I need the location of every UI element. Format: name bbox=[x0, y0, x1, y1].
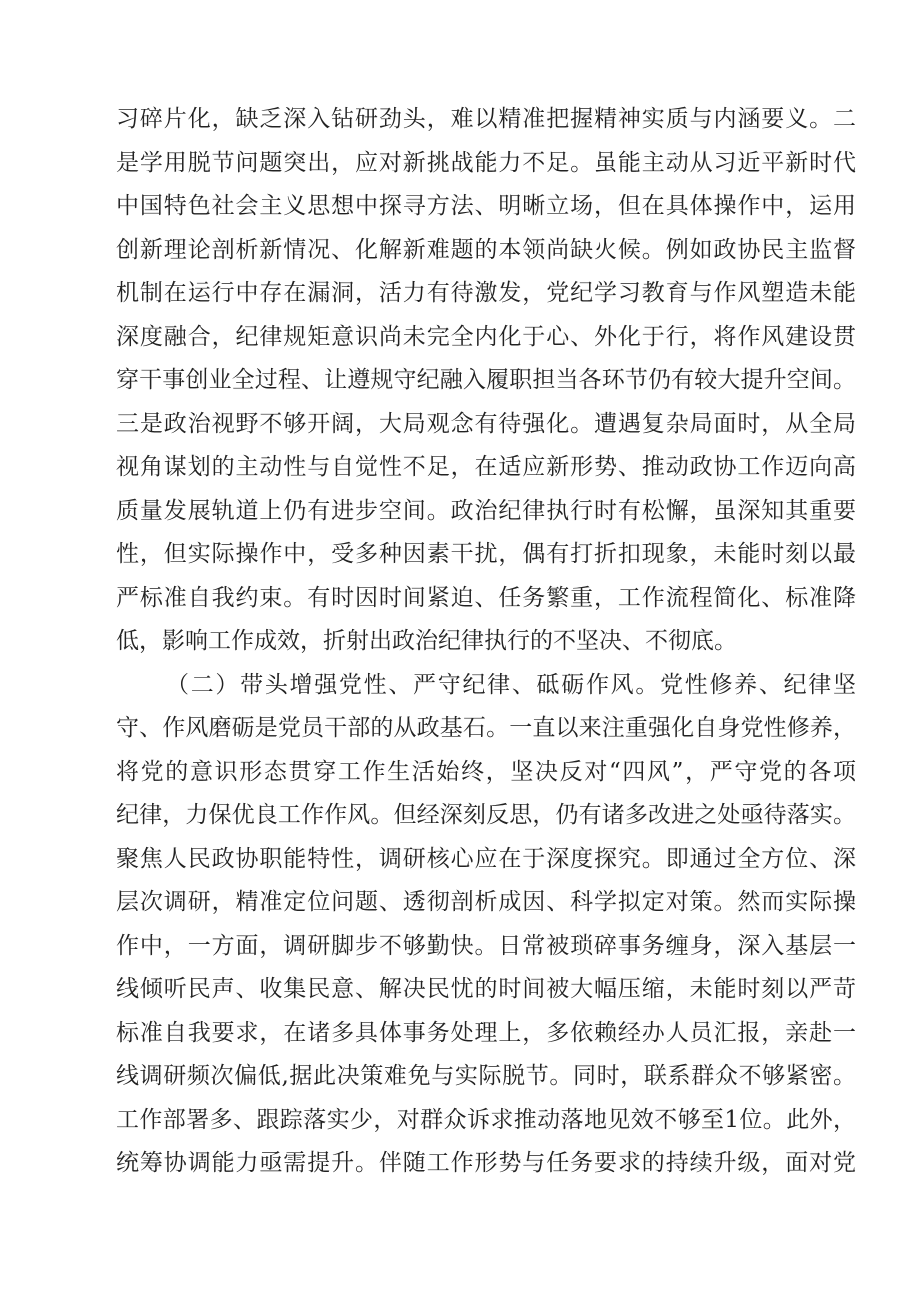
text-line: 将党的意识形态贯穿工作生活始终，坚决反对“四风”，严守党的各项 bbox=[116, 758, 856, 785]
text-line: 创新理论剖析新情况、化解新难题的本领尚缺火候。例如政协民主监督 bbox=[116, 236, 856, 263]
text-line: 工作部署多、跟踪落实少，对群众诉求推动落地见效不够至1位。此外， bbox=[116, 1106, 856, 1133]
text-line: 标准自我要求，在诸多具体事务处理上，多依赖经办人员汇报，亲赴一 bbox=[116, 1019, 856, 1046]
text-line: 质量发展轨道上仍有进步空间。政治纪律执行时有松懈，虽深知其重要 bbox=[116, 497, 856, 524]
text-line: 习碎片化，缺乏深入钻研劲头，难以精准把握精神实质与内涵要义。二 bbox=[116, 106, 856, 132]
text-line: 线倾听民声、收集民意、解决民忧的时间被大幅压缩，未能时刻以严苛 bbox=[116, 976, 856, 1002]
section-heading-line: （二）带头增强党性、严守纪律、砥砺作风。党性修养、纪律坚 bbox=[166, 671, 856, 698]
paragraph-1 bbox=[116, 98, 856, 664]
text-line: 线调研频次偏低,据此决策难免与实际脱节。同时，联系群众不够紧密。 bbox=[116, 1063, 856, 1089]
text-line: 守、作风磨砺是党员干部的从政基石。一直以来注重强化自身党性修养， bbox=[116, 715, 856, 741]
text-line: 性，但实际操作中，受多种因素干扰，偶有打折扣现象，未能时刻以最 bbox=[116, 541, 856, 567]
text-line: 视角谋划的主动性与自觉性不足，在适应新形势、推动政协工作迈向高 bbox=[116, 454, 856, 480]
text-line: 低，影响工作成效，折射出政治纪律执行的不坚决、不彻底。 bbox=[116, 628, 737, 654]
text-line: 纪律，力保优良工作作风。但经深刻反思，仍有诸多改进之处亟待落实。 bbox=[116, 802, 856, 828]
document-body bbox=[116, 98, 856, 1186]
text-line: 严标准自我约束。有时因时间紧迫、任务繁重，工作流程简化、标准降 bbox=[116, 584, 856, 611]
text-line: 三是政治视野不够开阔，大局观念有待强化。遭遇复杂局面时，从全局 bbox=[116, 410, 856, 437]
text-line: 作中，一方面，调研脚步不够勤快。日常被琐碎事务缠身，深入基层一 bbox=[116, 932, 856, 959]
paragraph-2 bbox=[116, 664, 856, 1186]
text-line: 机制在运行中存在漏洞，活力有待激发，党纪学习教育与作风塑造未能 bbox=[116, 280, 856, 306]
text-line: 深度融合，纪律规矩意识尚未完全内化于心、外化于行，将作风建设贯 bbox=[116, 323, 856, 350]
text-line: 是学用脱节问题突出，应对新挑战能力不足。虽能主动从习近平新时代 bbox=[116, 149, 856, 176]
text-line: 层次调研，精准定位问题、透彻剖析成因、科学拟定对策。然而实际操 bbox=[116, 889, 856, 915]
text-line: 穿干事创业全过程、让遵规守纪融入履职担当各环节仍有较大提升空间。 bbox=[116, 367, 856, 393]
text-line: 统筹协调能力亟需提升。伴随工作形势与任务要求的持续升级，面对党 bbox=[116, 1150, 856, 1176]
text-line: 聚焦人民政协职能特性，调研核心应在于深度探究。即通过全方位、深 bbox=[116, 845, 856, 872]
text-line: 中国特色社会主义思想中探寻方法、明晰立场，但在具体操作中，运用 bbox=[116, 193, 856, 219]
